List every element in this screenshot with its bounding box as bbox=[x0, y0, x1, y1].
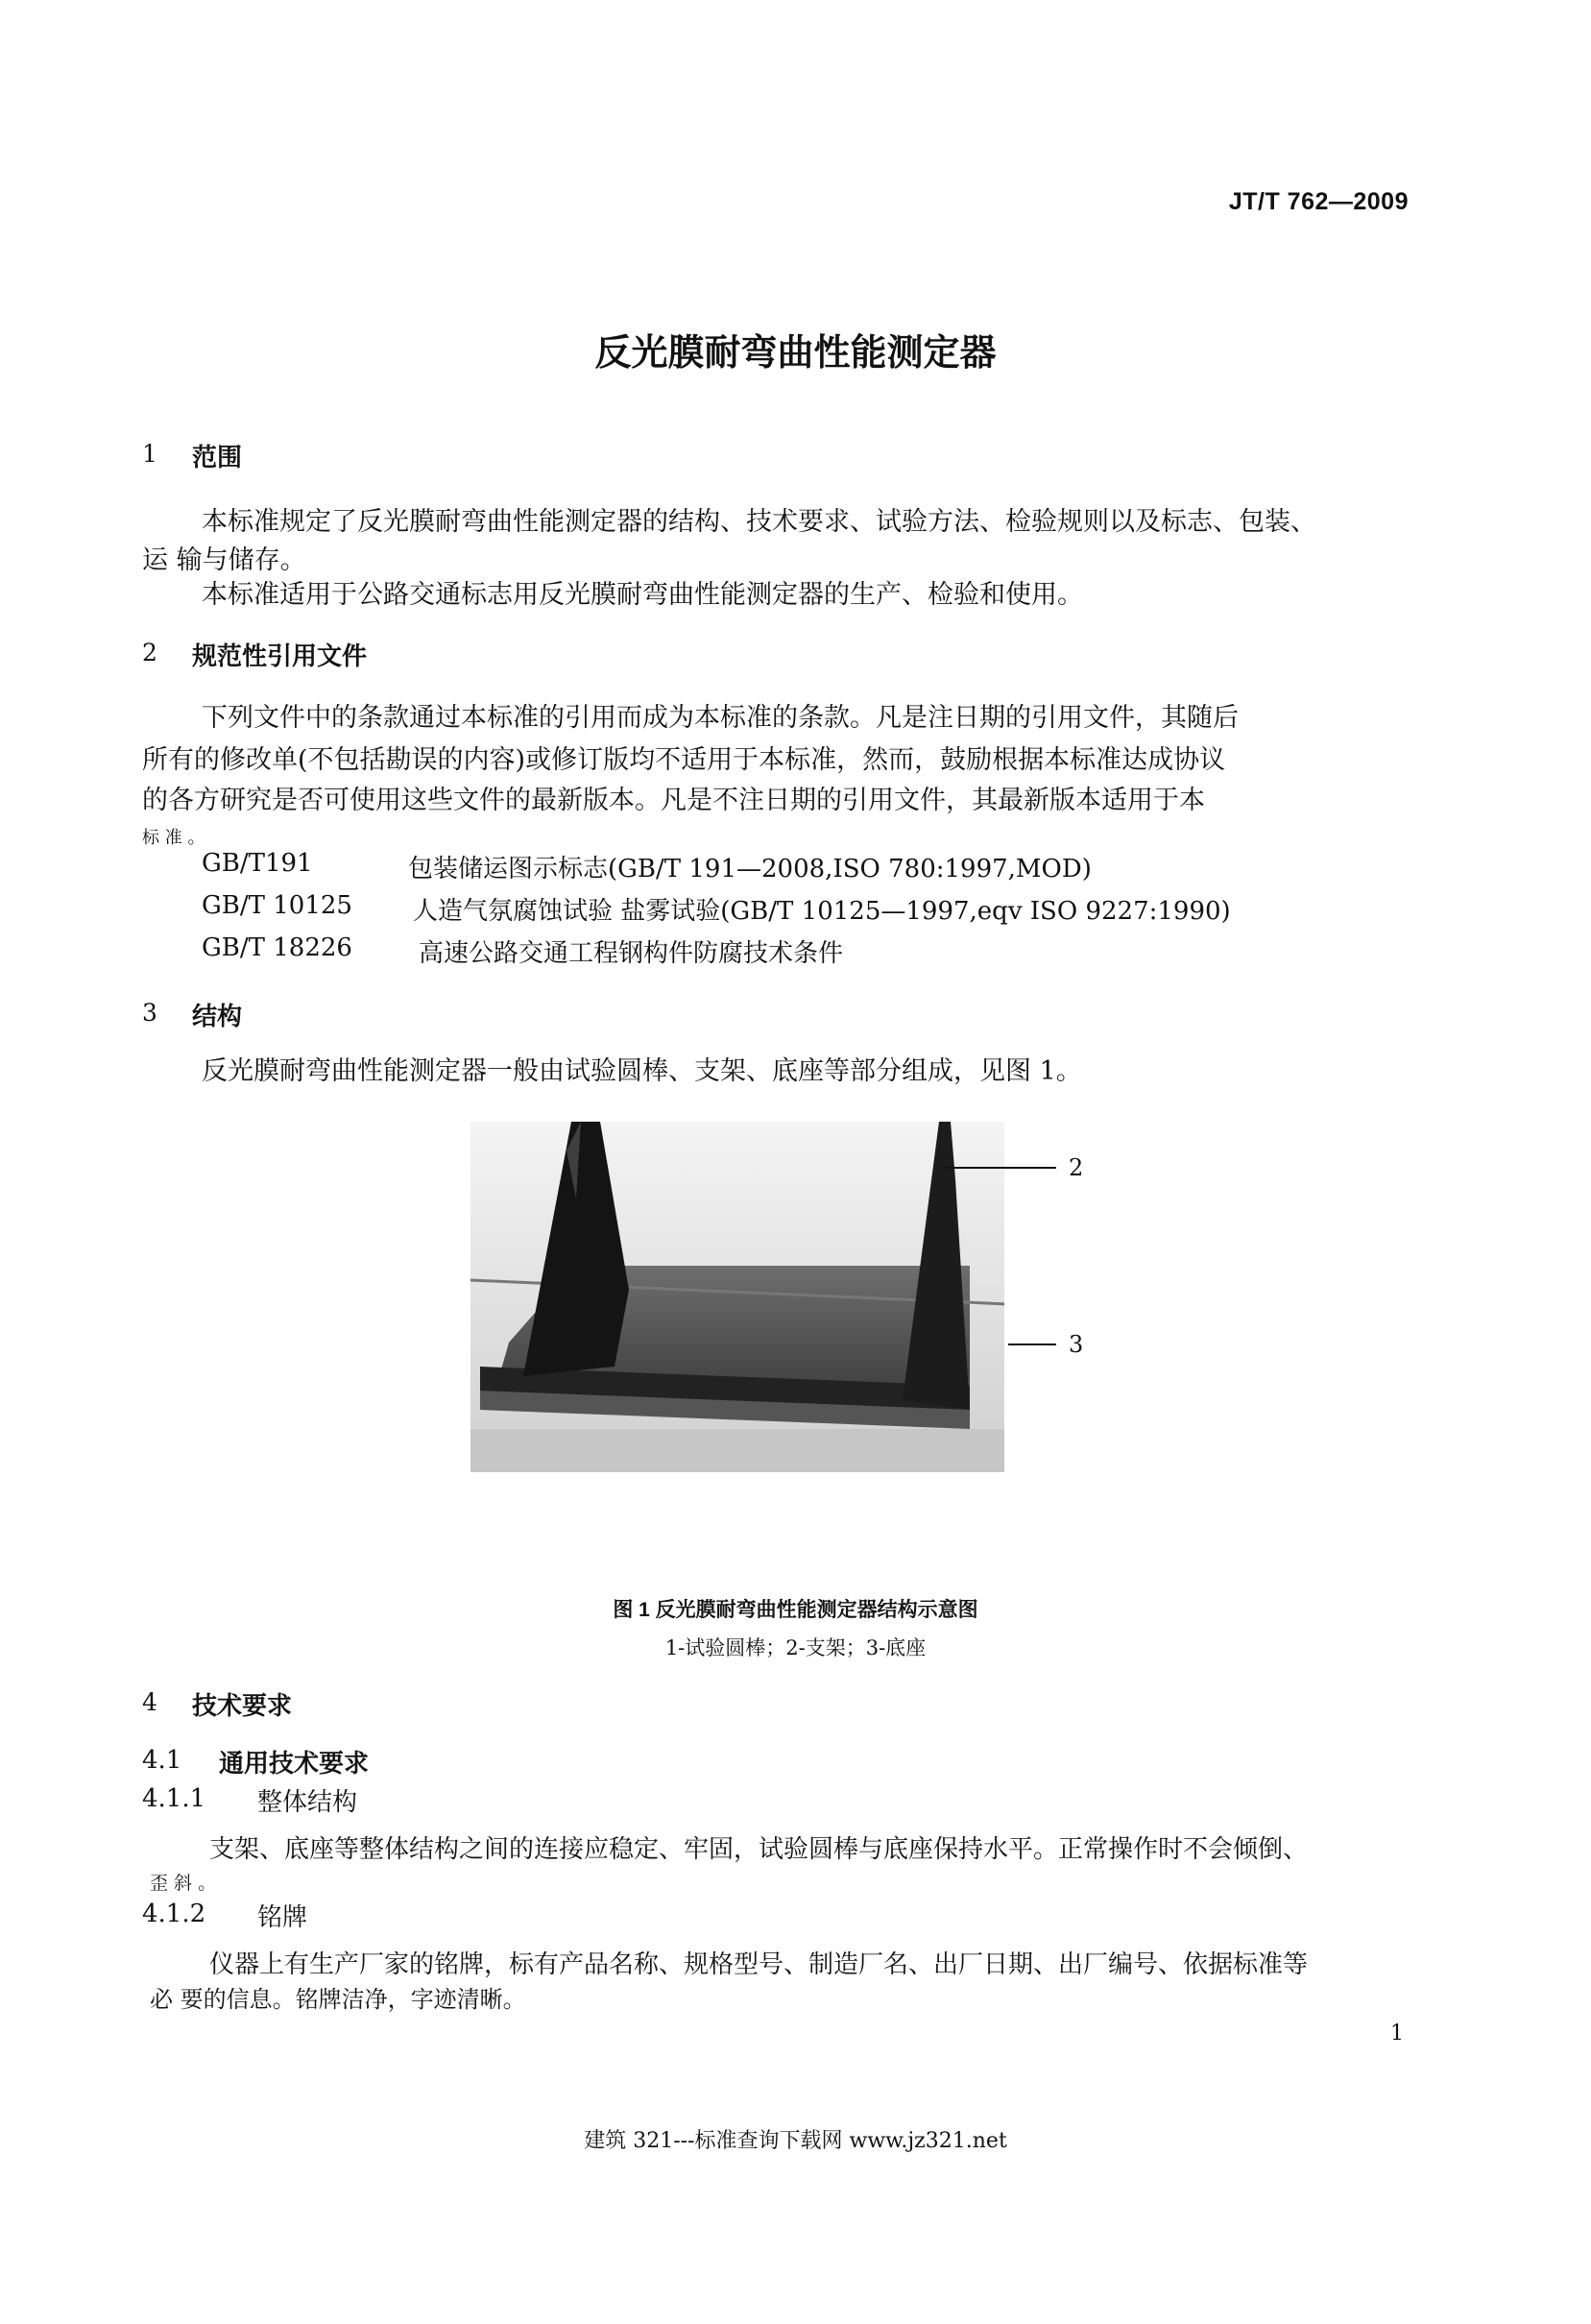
reference-code: GB/T191 bbox=[202, 849, 313, 878]
figure-callout-3: 3 bbox=[1069, 1331, 1084, 1358]
subsection-4-1-1-number: 4.1.1 bbox=[142, 1784, 206, 1813]
reference-code: GB/T 18226 bbox=[202, 933, 352, 962]
figure-leader-lines bbox=[941, 1143, 1075, 1373]
section-1-paragraph-1-line-2: 运 输与储存。 bbox=[142, 545, 306, 575]
footer-site-text: 建筑 321---标准查询下载网 www.jz321.net bbox=[584, 2129, 1007, 2153]
subsection-4-1-1-paragraph-line-1: 支架、底座等整体结构之间的连接应稳定、牢固，试验圆棒与底座保持水平。正常操作时不会倾倒、 bbox=[209, 1835, 1309, 1864]
subsection-4-1-2-paragraph-line-1: 仪器上有生产厂家的铭牌，标有产品名称、规格型号、制造厂名、出厂日期、出厂编号、依据标准等 bbox=[209, 1950, 1309, 1979]
subsection-4-1-2-title: 铭牌 bbox=[257, 1903, 308, 1932]
section-2-title: 规范性引用文件 bbox=[192, 642, 368, 670]
section-4-title: 技术要求 bbox=[192, 1691, 293, 1720]
section-2-number: 2 bbox=[142, 639, 157, 666]
section-3-title: 结构 bbox=[192, 1002, 243, 1030]
section-3-paragraph: 反光膜耐弯曲性能测定器一般由试验圆棒、支架、底座等部分组成，见图 1。 bbox=[202, 1056, 1082, 1086]
section-2-paragraph-line-3: 的各方研究是否可使用这些文件的最新版本。凡是不注日期的引用文件，其最新版本适用于本 bbox=[142, 786, 1205, 815]
figure-legend: 1-试验圆棒；2-支架；3-底座 bbox=[664, 1636, 927, 1659]
reference-title: 人造气氛腐蚀试验 盐雾试验(GB/T 10125—1997,eqv ISO 9227:1990) bbox=[413, 897, 1231, 926]
section-1-paragraph-2: 本标准适用于公路交通标志用反光膜耐弯曲性能测定器的生产、检验和使用。 bbox=[202, 580, 1083, 610]
figure-caption: 图 1 反光膜耐弯曲性能测定器结构示意图 bbox=[613, 1599, 978, 1621]
section-1-title: 范围 bbox=[192, 443, 243, 472]
document-title: 反光膜耐弯曲性能测定器 bbox=[594, 333, 997, 374]
reference-title: 高速公路交通工程钢构件防腐技术条件 bbox=[419, 939, 844, 968]
subsection-4-1-2-number: 4.1.2 bbox=[142, 1900, 206, 1928]
section-2-paragraph-line-4: 标 准 。 bbox=[142, 828, 205, 848]
section-4-number: 4 bbox=[142, 1688, 157, 1716]
subsection-4-1-number: 4.1 bbox=[142, 1746, 182, 1775]
figure-callout-2: 2 bbox=[1069, 1154, 1084, 1181]
section-1-paragraph-1-line-1: 本标准规定了反光膜耐弯曲性能测定器的结构、技术要求、试验方法、检验规则以及标志、包装、 bbox=[202, 507, 1316, 537]
section-2-paragraph-line-2: 所有的修改单(不包括勘误的内容)或修订版均不适用于本标准，然而，鼓励根据本标准达成协议 bbox=[142, 745, 1226, 775]
subsection-4-1-title: 通用技术要求 bbox=[219, 1749, 370, 1778]
reference-title: 包装储运图示标志(GB/T 191—2008,ISO 780:1997,MOD) bbox=[408, 855, 1092, 884]
standard-code: JT/T 762—2009 bbox=[1228, 188, 1409, 215]
section-1-number: 1 bbox=[142, 440, 157, 468]
figure-1-photo bbox=[470, 1122, 1004, 1472]
subsection-4-1-1-paragraph-line-2: 歪 斜 。 bbox=[150, 1873, 217, 1894]
reference-code: GB/T 10125 bbox=[202, 891, 352, 920]
subsection-4-1-1-title: 整体结构 bbox=[257, 1788, 358, 1817]
section-2-paragraph-line-1: 下列文件中的条款通过本标准的引用而成为本标准的条款。凡是注日期的引用文件，其随后 bbox=[202, 703, 1239, 733]
section-3-number: 3 bbox=[142, 999, 157, 1027]
page-number: 1 bbox=[1390, 2021, 1404, 2046]
subsection-4-1-2-paragraph-line-2: 必 要的信息。铭牌洁净，字迹清晰。 bbox=[150, 1986, 526, 2013]
